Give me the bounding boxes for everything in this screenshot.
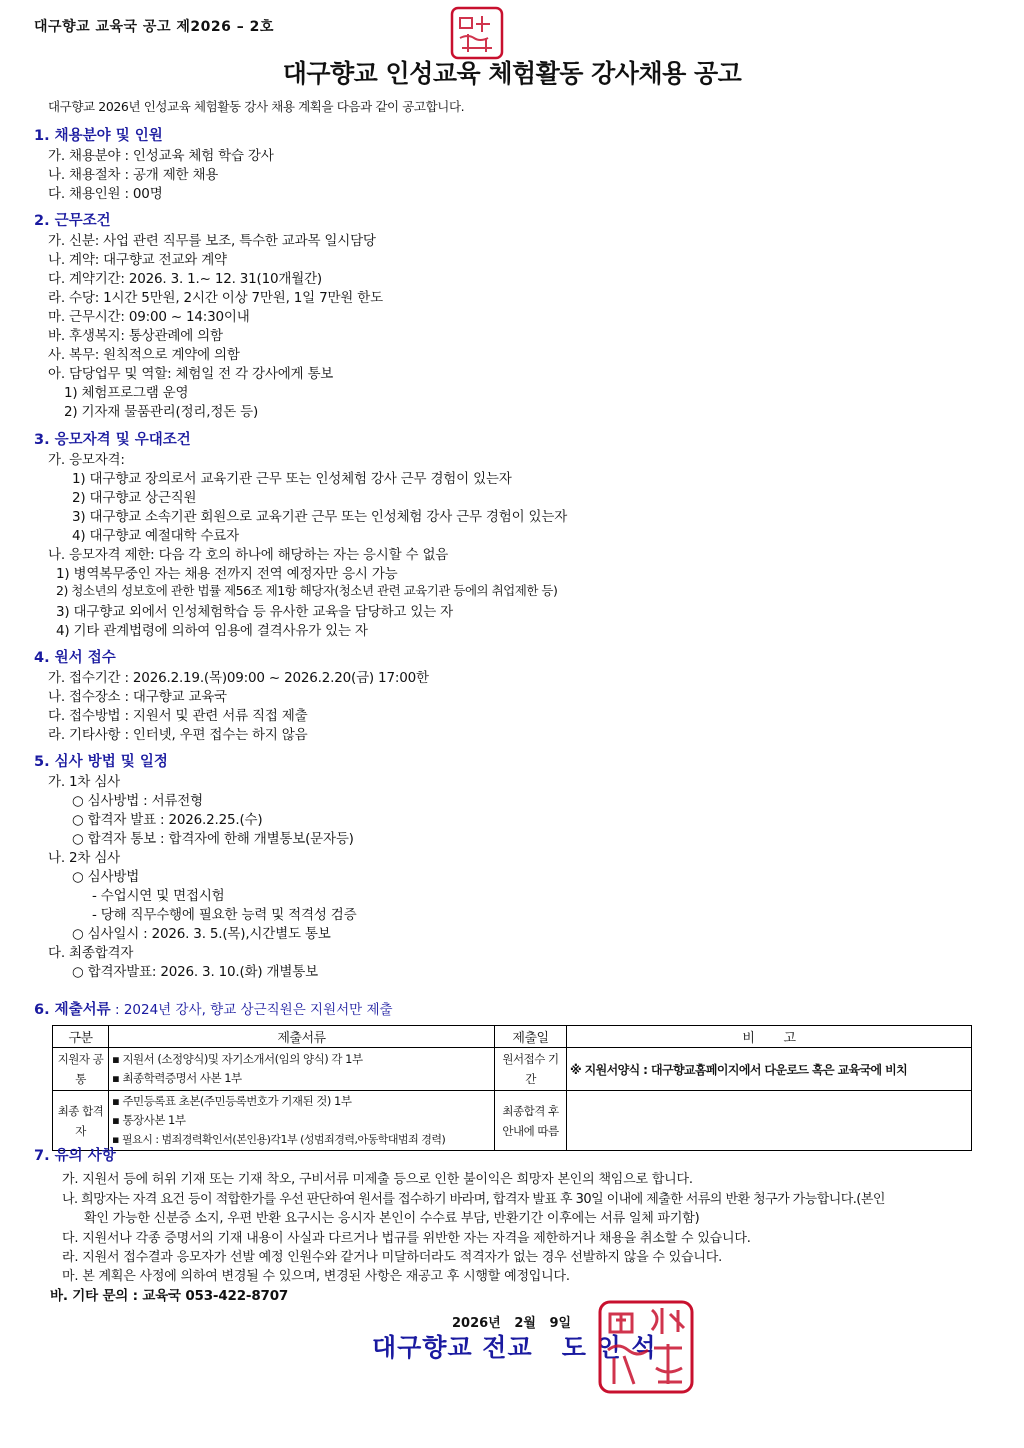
table-cell-date: 최종합격 후 안내에 따름 <box>495 1091 567 1151</box>
text-line: 1) 대구향교 장의로서 교육기관 근무 또는 인성체험 강사 근무 경험이 있는자 <box>72 471 512 487</box>
table-header: 구분 <box>53 1026 109 1048</box>
document-item: ▪ 통장사본 1부 <box>112 1113 186 1127</box>
text-line: 라. 수당: 1시간 5만원, 2시간 이상 7만원, 1일 7만원 한도 <box>48 290 383 306</box>
text-line: ○ 심사일시 : 2026. 3. 5.(목),시간별도 통보 <box>72 926 331 942</box>
document-item: ▪ 필요시 : 범죄경력확인서(본인용)각1부 (성범죄경력,아동학대범죄 경력) <box>112 1133 446 1146</box>
text-line: 마. 근무시간: 09:00 ~ 14:30이내 <box>48 309 250 325</box>
text-line: ○ 합격자발표: 2026. 3. 10.(화) 개별통보 <box>72 964 318 980</box>
notice-item: 라. 지원서 접수결과 응모자가 선발 예정 인원수와 같거나 미달하더라도 적격자가 없는 경우 선발하지 않을 수 있습니다. <box>62 1250 723 1265</box>
notice-item: 다. 지원서나 각종 증명서의 기재 내용이 사실과 다르거나 법규를 위반한 자는 자격을 제한하거나 채용을 취소할 수 있습니다. <box>62 1231 751 1246</box>
text-line: ○ 합격자 통보 : 합격자에 한해 개별통보(문자등) <box>72 831 354 847</box>
table-cell-docs <box>109 1091 495 1151</box>
text-line: 나. 채용절차 : 공개 제한 채용 <box>48 167 219 183</box>
red-seal-icon <box>596 1298 696 1396</box>
table-header: 비 고 <box>567 1026 972 1048</box>
section-heading-3: 3. 응모자격 및 우대조건 <box>34 432 191 448</box>
text-line: 다. 계약기간: 2026. 3. 1.~ 12. 31(10개월간) <box>48 271 322 287</box>
section-heading-4: 4. 원서 접수 <box>34 650 116 666</box>
text-line: 4) 기타 관계법령에 의하여 임용에 결격사유가 있는 자 <box>56 623 368 639</box>
text-line: 바. 후생복지: 통상관례에 의함 <box>48 328 223 344</box>
contact-info: 바. 기타 문의 : 교육국 053-422-8707 <box>50 1288 289 1304</box>
section-heading-2: 2. 근무조건 <box>34 213 111 229</box>
section-heading-5: 5. 심사 방법 및 일정 <box>34 754 168 770</box>
text-line: 다. 접수방법 : 지원서 및 관련 서류 직접 제출 <box>48 708 308 724</box>
text-line: 가. 응모자격: <box>48 452 125 468</box>
text-line: 1) 체험프로그램 운영 <box>64 385 189 401</box>
text-line: 다. 최종합격자 <box>48 945 134 961</box>
text-line: 나. 접수장소 : 대구향교 교육국 <box>48 689 227 705</box>
section-heading-6 <box>34 998 393 1019</box>
text-line: - 수업시연 및 면접시험 <box>92 888 225 904</box>
text-line: 가. 접수기간 : 2026.2.19.(목)09:00 ~ 2026.2.20(금) 17:00한 <box>48 670 429 686</box>
table-header: 제출일 <box>495 1026 567 1048</box>
table-cell-group: 최종 합격자 <box>53 1091 109 1151</box>
text-line: 가. 채용분야 : 인성교육 체험 학습 강사 <box>48 148 274 164</box>
text-line: 나. 2차 심사 <box>48 850 121 866</box>
text-line: 2) 기자재 물품관리(정리,정돈 등) <box>64 404 259 420</box>
text-line: 나. 응모자격 제한: 다음 각 호의 하나에 해당하는 자는 응시할 수 없음 <box>48 547 449 563</box>
table-cell-date: 원서접수 기간 <box>495 1048 567 1091</box>
document-item: ▪ 최종학력증명서 사본 1부 <box>112 1071 242 1085</box>
text-line: 나. 계약: 대구향교 전교와 계약 <box>48 252 227 268</box>
text-line: ○ 합격자 발표 : 2026.2.25.(수) <box>72 812 263 828</box>
document-item: ▪ 지원서 (소정양식)및 자기소개서(임의 양식) 각 1부 <box>112 1052 363 1066</box>
documents-table <box>52 1025 972 1151</box>
table-header-row <box>53 1026 972 1048</box>
notice-item: 확인 가능한 신분증 소지, 우편 반환 요구시는 응시자 본인이 수수료 부담, 반환기간 이후에는 서류 일체 파기함) <box>84 1211 700 1226</box>
text-line: 라. 기타사항 : 인터넷, 우편 접수는 하지 않음 <box>48 727 308 743</box>
text-line: 3) 대구향교 소속기관 회원으로 교육기관 근무 또는 인성체험 강사 근무 경험이 있는자 <box>72 509 568 525</box>
section-heading-6-note: : 2024년 강사, 향교 상근직원은 지원서만 제출 <box>110 1002 393 1018</box>
section-heading-7: 7. 유의 사항 <box>34 1148 116 1164</box>
text-line: 4) 대구향교 예절대학 수료자 <box>72 528 239 544</box>
notice-item: 가. 지원서 등에 허위 기재 또는 기재 착오, 구비서류 미제출 등으로 인한 불이익은 희망자 본인의 책임으로 합니다. <box>62 1172 693 1187</box>
issue-date: 2026년 2월 9일 <box>452 1316 572 1331</box>
issuer-name: 대구향교 전교 도 인 석 <box>372 1333 657 1362</box>
table-row <box>53 1048 972 1091</box>
document-item: ▪ 주민등록표 초본(주민등록번호가 기재된 것) 1부 <box>112 1094 352 1108</box>
notice-item: 마. 본 계획은 사정에 의하여 변경될 수 있으며, 변경된 사항은 재공고 후 시행할 예정입니다. <box>62 1269 570 1284</box>
intro-text: 대구향교 2026년 인성교육 체험활동 강사 채용 계획을 다음과 같이 공고합니다. <box>48 99 465 114</box>
text-line: ○ 심사방법 : 서류전형 <box>72 793 203 809</box>
section-heading-1: 1. 채용분야 및 인원 <box>34 128 163 144</box>
table-cell-docs <box>109 1048 495 1091</box>
notice-number: 대구향교 교육국 공고 제2026 – 2호 <box>34 19 274 35</box>
table-cell-remark <box>567 1091 972 1151</box>
table-cell-remark: ※ 지원서양식 : 대구향교홈페이지에서 다운로드 혹은 교육국에 비치 <box>567 1048 972 1091</box>
text-line: 3) 대구향교 외에서 인성체험학습 등 유사한 교육을 담당하고 있는 자 <box>56 604 453 620</box>
text-line: 가. 신분: 사업 관련 직무를 보조, 특수한 교과목 일시담당 <box>48 233 376 249</box>
section-heading-6-title: 6. 제출서류 <box>34 1002 111 1018</box>
text-line: ○ 심사방법 <box>72 869 140 885</box>
table-cell-group: 지원자 공통 <box>53 1048 109 1091</box>
text-line: 사. 복무: 원칙적으로 계약에 의함 <box>48 347 240 363</box>
text-line: 1) 병역복무중인 자는 채용 전까지 전역 예정자만 응시 가능 <box>56 566 398 582</box>
text-line: 가. 1차 심사 <box>48 774 121 790</box>
text-line: - 당해 직무수행에 필요한 능력 및 적격성 검증 <box>92 907 357 923</box>
table-header: 제출서류 <box>109 1026 495 1048</box>
text-line: 2) 청소년의 성보호에 관한 법률 제56조 제1항 해당자(청소년 관련 교육기관 등에의 취업제한 등) <box>56 583 558 598</box>
page-title: 대구향교 인성교육 체험활동 강사채용 공고 <box>282 59 742 88</box>
text-line: 다. 채용인원 : 00명 <box>48 186 163 202</box>
notice-item: 나. 희망자는 자격 요건 등이 적합한가를 우선 판단하여 원서를 접수하기 바라며, 합격자 발표 후 30일 이내에 제출한 서류의 반환 청구가 가능합니다.(본인 <box>62 1192 885 1207</box>
table-row <box>53 1091 972 1151</box>
text-line: 아. 담당업무 및 역할: 체험일 전 각 강사에게 통보 <box>48 366 334 382</box>
text-line: 2) 대구향교 상근직원 <box>72 490 197 506</box>
